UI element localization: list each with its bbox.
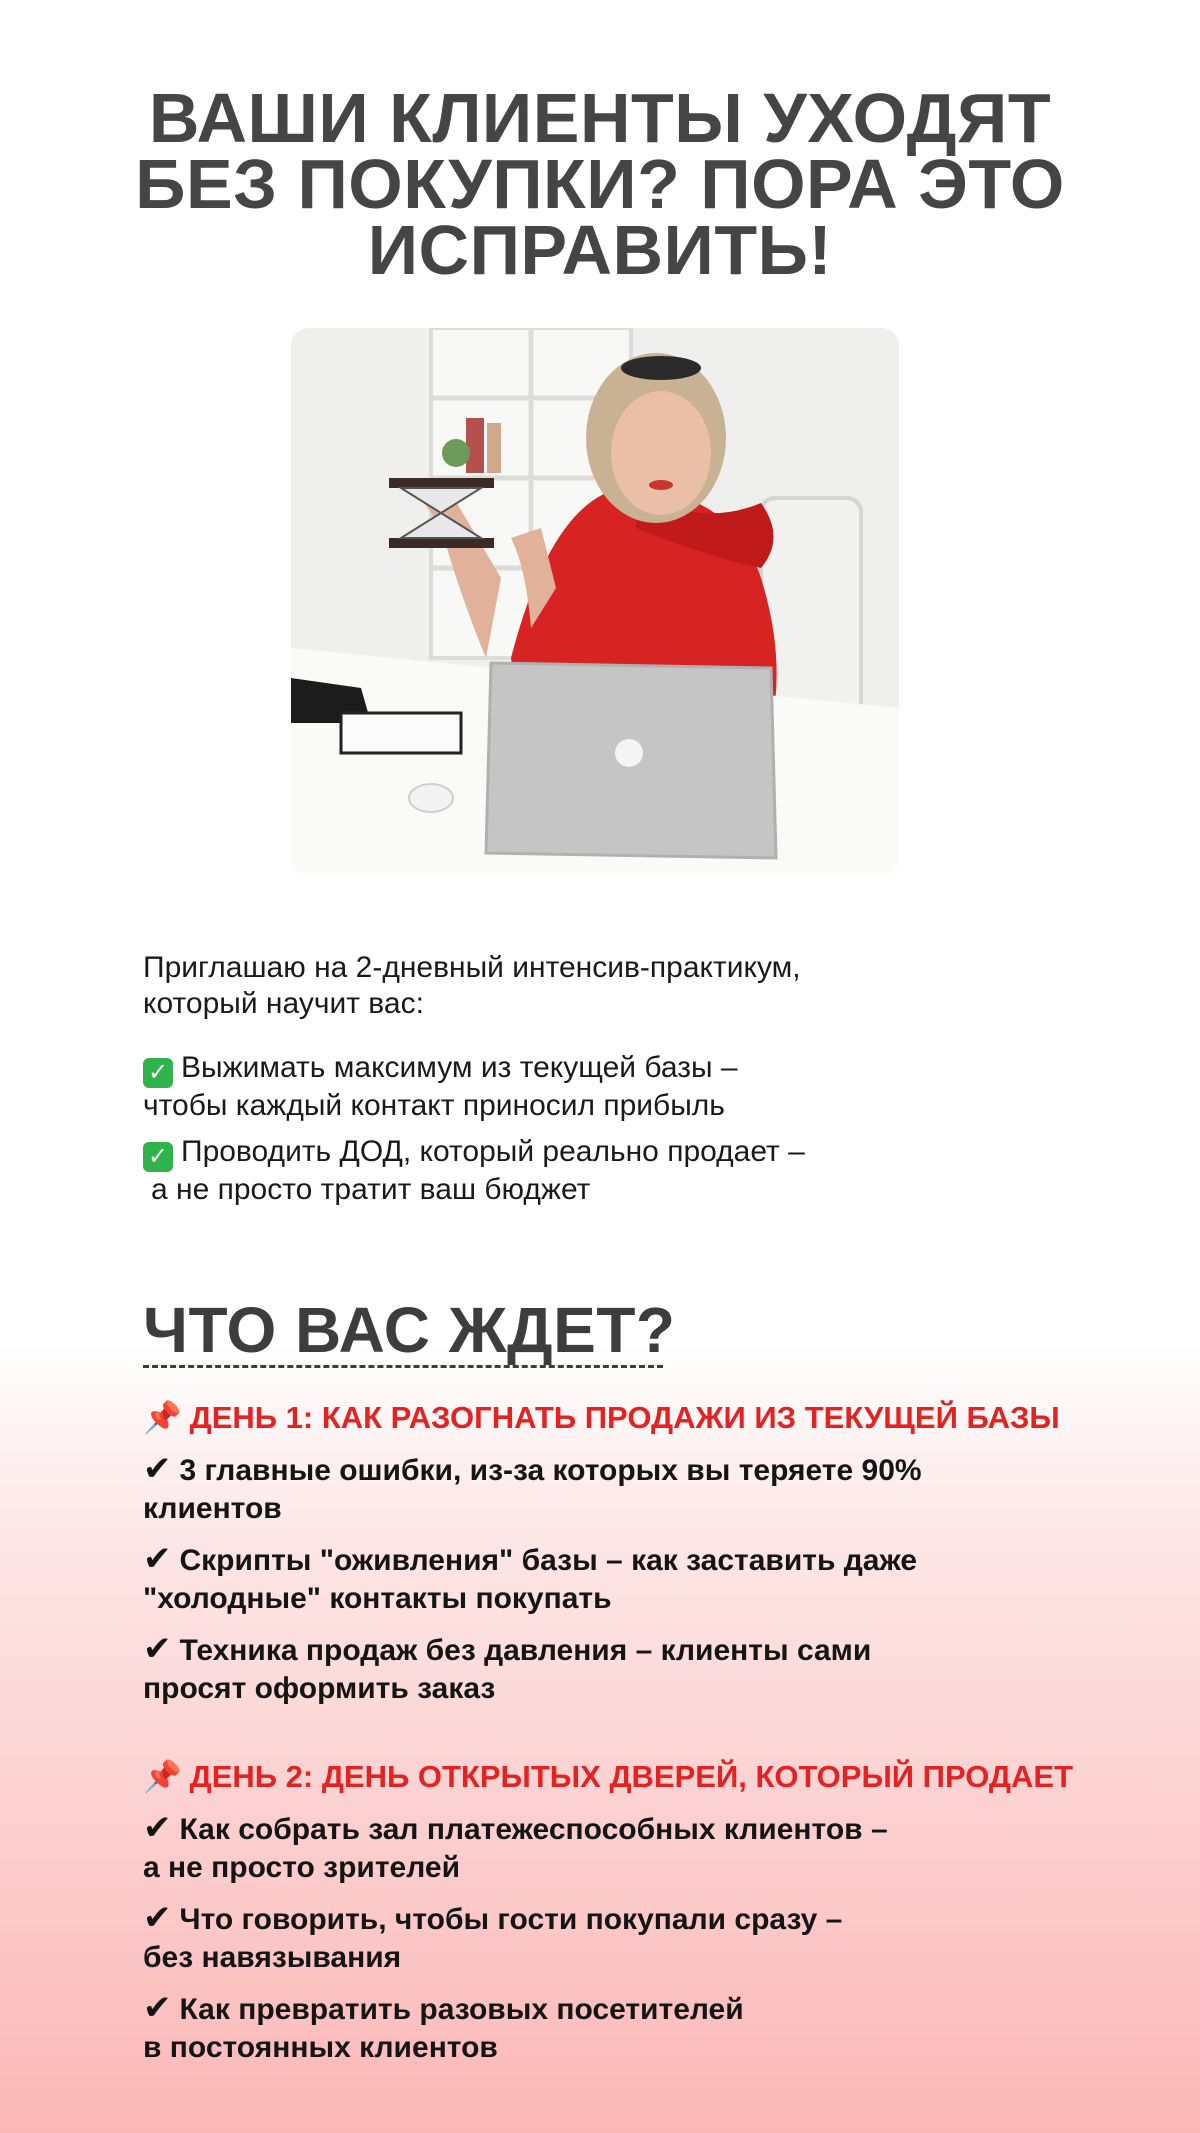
- checkmark-icon: ✔: [143, 1809, 172, 1847]
- item-text: Техника продаж без давления – клиенты сами: [179, 1634, 872, 1667]
- day-1-item: [143, 1630, 1103, 1708]
- item-text-continued: "холодные" контакты покупать: [143, 1582, 612, 1615]
- day-1-title: [143, 1398, 1103, 1438]
- pushpin-icon: 📌: [143, 1759, 182, 1794]
- benefit-item: [143, 1134, 1043, 1208]
- day-1-title-text: ДЕНЬ 1: КАК РАЗОГНАТЬ ПРОДАЖИ ИЗ ТЕКУЩЕЙ БАЗЫ: [189, 1400, 1060, 1435]
- intro-line-2: который научит вас:: [143, 987, 424, 1020]
- item-text: Как собрать зал платежеспособных клиентов –: [179, 1813, 888, 1846]
- speaker-photo: [291, 328, 899, 875]
- check-mark-icon: ✓: [143, 1142, 173, 1172]
- checkmark-icon: ✔: [143, 1899, 172, 1937]
- dashed-divider: [143, 1365, 663, 1368]
- item-text: Как превратить разовых посетителей: [179, 1993, 744, 2026]
- main-headline: [0, 79, 1200, 289]
- item-text: Что говорить, чтобы гости покупали сразу –: [179, 1903, 843, 1936]
- headline-line-2: БЕЗ ПОКУПКИ? ПОРА ЭТО: [135, 145, 1065, 223]
- benefit-text: Выжимать максимум из текущей базы –: [181, 1051, 738, 1084]
- item-text-continued: без навязывания: [143, 1941, 402, 1974]
- checkmark-icon: ✔: [143, 1450, 172, 1488]
- benefit-text: Проводить ДОД, который реально продает –: [181, 1135, 805, 1168]
- day-2-title: [143, 1757, 1103, 1797]
- item-text: 3 главные ошибки, из-за которых вы теряете 90%: [179, 1454, 922, 1487]
- checkmark-icon: ✔: [143, 1989, 172, 2027]
- item-text-continued: а не просто зрителей: [143, 1851, 461, 1884]
- day-2-title-text: ДЕНЬ 2: ДЕНЬ ОТКРЫТЫХ ДВЕРЕЙ, КОТОРЫЙ ПРОДАЕТ: [189, 1759, 1074, 1794]
- benefit-text-continued: чтобы каждый контакт приносил прибыль: [143, 1089, 725, 1122]
- day-2-item: [143, 1899, 1103, 1977]
- section-title: ЧТО ВАС ЖДЕТ?: [143, 1294, 676, 1366]
- check-mark-icon: ✓: [143, 1058, 173, 1088]
- item-text-continued: клиентов: [143, 1492, 282, 1525]
- benefits-list: [143, 1050, 1043, 1218]
- checkmark-icon: ✔: [143, 1540, 172, 1578]
- benefit-item: [143, 1050, 1043, 1124]
- pushpin-icon: 📌: [143, 1400, 182, 1435]
- headline-line-3: ИСПРАВИТЬ!: [367, 211, 833, 289]
- item-text: Скрипты "оживления" базы – как заставить даже: [179, 1544, 918, 1577]
- day-2-item: [143, 1809, 1103, 1887]
- headline-line-1: ВАШИ КЛИЕНТЫ УХОДЯТ: [148, 79, 1052, 157]
- speaker-photo-illustration: [291, 328, 899, 875]
- item-text-continued: в постоянных клиентов: [143, 2031, 498, 2064]
- intro-line-1: Приглашаю на 2-дневный интенсив-практикум,: [143, 951, 801, 984]
- day-1-item: [143, 1450, 1103, 1528]
- benefit-text-continued: а не просто тратит ваш бюджет: [151, 1173, 591, 1206]
- day-1-item: [143, 1540, 1103, 1618]
- day-2-block: [143, 1757, 1103, 2079]
- day-2-item: [143, 1989, 1103, 2067]
- day-1-block: [143, 1398, 1103, 1720]
- item-text-continued: просят оформить заказ: [143, 1672, 496, 1705]
- checkmark-icon: ✔: [143, 1630, 172, 1668]
- intro-text: [143, 950, 1043, 1022]
